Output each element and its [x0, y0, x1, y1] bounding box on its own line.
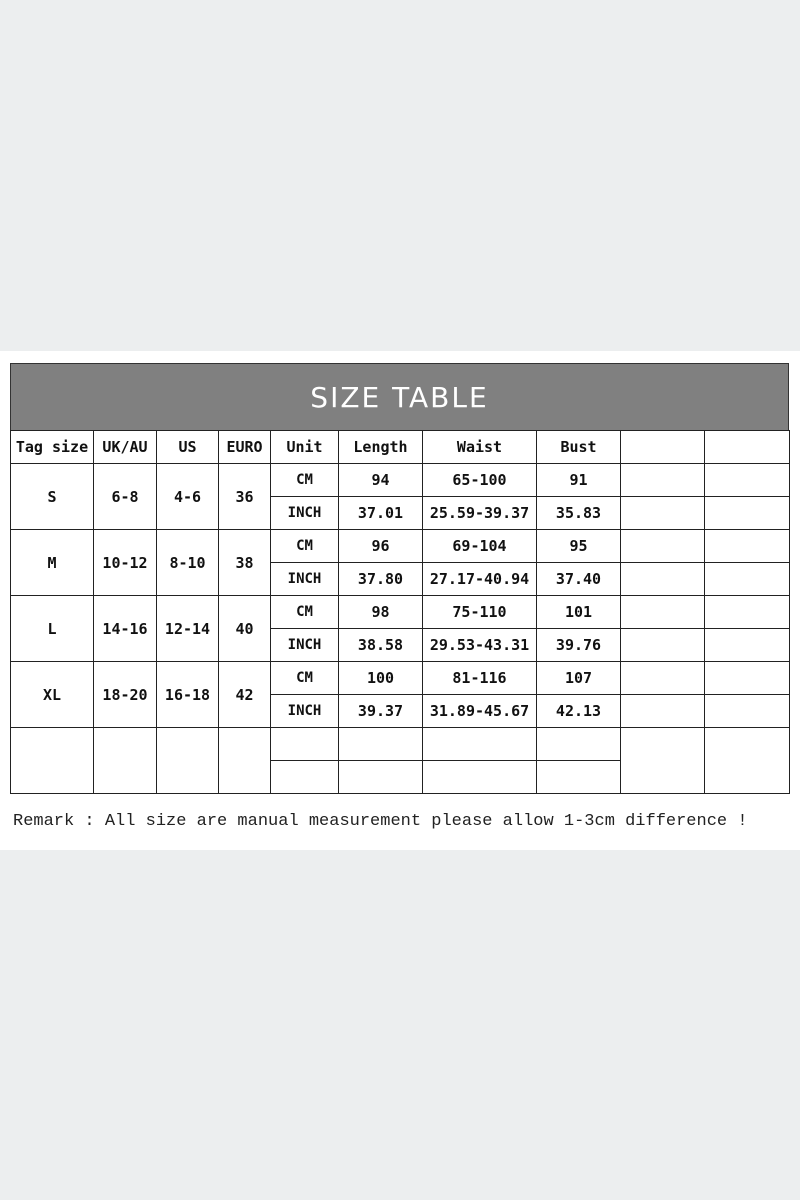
unit-cell: CM	[271, 530, 339, 563]
table-row	[11, 596, 790, 629]
length-cell: 39.37	[339, 695, 423, 728]
empty-cell	[621, 662, 705, 695]
length-cell: 98	[339, 596, 423, 629]
waist-cell: 31.89-45.67	[423, 695, 537, 728]
euro-cell: 40	[219, 596, 271, 662]
table-row	[11, 530, 790, 563]
tag-size-cell: L	[11, 596, 94, 662]
empty-cell	[537, 728, 621, 761]
remark-note: Remark : All size are manual measurement please allow 1-3cm difference !	[13, 812, 748, 831]
empty-cell	[621, 497, 705, 530]
empty-cell	[271, 728, 339, 761]
bust-cell: 95	[537, 530, 621, 563]
bust-cell: 42.13	[537, 695, 621, 728]
empty-cell	[705, 596, 790, 629]
us-cell: 8-10	[157, 530, 219, 596]
unit-cell: INCH	[271, 563, 339, 596]
us-cell: 4-6	[157, 464, 219, 530]
length-cell: 38.58	[339, 629, 423, 662]
tag-size-cell: M	[11, 530, 94, 596]
waist-cell: 81-116	[423, 662, 537, 695]
empty-cell	[423, 728, 537, 761]
header-empty-1	[621, 431, 705, 464]
us-cell: 16-18	[157, 662, 219, 728]
bust-cell: 37.40	[537, 563, 621, 596]
empty-row	[11, 728, 790, 761]
waist-cell: 27.17-40.94	[423, 563, 537, 596]
empty-cell	[339, 761, 423, 794]
bust-cell: 35.83	[537, 497, 621, 530]
length-cell: 37.01	[339, 497, 423, 530]
length-cell: 100	[339, 662, 423, 695]
length-cell: 96	[339, 530, 423, 563]
uk-au-cell: 10-12	[94, 530, 157, 596]
empty-cell	[621, 530, 705, 563]
bust-cell: 91	[537, 464, 621, 497]
empty-cell	[621, 464, 705, 497]
waist-cell: 25.59-39.37	[423, 497, 537, 530]
uk-au-cell: 14-16	[94, 596, 157, 662]
waist-cell: 65-100	[423, 464, 537, 497]
empty-cell	[11, 728, 94, 794]
waist-cell: 69-104	[423, 530, 537, 563]
waist-cell: 75-110	[423, 596, 537, 629]
waist-cell: 29.53-43.31	[423, 629, 537, 662]
empty-cell	[705, 662, 790, 695]
euro-cell: 36	[219, 464, 271, 530]
unit-cell: INCH	[271, 629, 339, 662]
header-us: US	[157, 431, 219, 464]
bust-cell: 39.76	[537, 629, 621, 662]
uk-au-cell: 6-8	[94, 464, 157, 530]
empty-cell	[621, 596, 705, 629]
empty-cell	[621, 629, 705, 662]
length-cell: 37.80	[339, 563, 423, 596]
empty-cell	[339, 728, 423, 761]
empty-cell	[537, 761, 621, 794]
unit-cell: CM	[271, 464, 339, 497]
header-uk-au: UK/AU	[94, 431, 157, 464]
empty-cell	[705, 563, 790, 596]
table-row	[11, 464, 790, 497]
empty-cell	[621, 563, 705, 596]
unit-cell: CM	[271, 596, 339, 629]
empty-cell	[423, 761, 537, 794]
header-unit: Unit	[271, 431, 339, 464]
empty-cell	[157, 728, 219, 794]
empty-cell	[705, 695, 790, 728]
unit-cell: INCH	[271, 497, 339, 530]
size-table-sheet	[10, 363, 789, 794]
uk-au-cell: 18-20	[94, 662, 157, 728]
unit-cell: CM	[271, 662, 339, 695]
size-table	[10, 430, 790, 794]
tag-size-cell: S	[11, 464, 94, 530]
table-row	[11, 662, 790, 695]
header-row	[11, 431, 790, 464]
header-length: Length	[339, 431, 423, 464]
empty-cell	[94, 728, 157, 794]
bust-cell: 101	[537, 596, 621, 629]
euro-cell: 38	[219, 530, 271, 596]
empty-cell	[705, 497, 790, 530]
size-table-title: SIZE TABLE	[10, 363, 789, 430]
bust-cell: 107	[537, 662, 621, 695]
unit-cell: INCH	[271, 695, 339, 728]
header-empty-2	[705, 431, 790, 464]
empty-cell	[705, 530, 790, 563]
header-bust: Bust	[537, 431, 621, 464]
empty-cell	[271, 761, 339, 794]
header-euro: EURO	[219, 431, 271, 464]
tag-size-cell: XL	[11, 662, 94, 728]
empty-cell	[705, 629, 790, 662]
euro-cell: 42	[219, 662, 271, 728]
empty-cell	[621, 695, 705, 728]
empty-cell	[621, 728, 705, 794]
length-cell: 94	[339, 464, 423, 497]
empty-cell	[705, 728, 790, 794]
header-waist: Waist	[423, 431, 537, 464]
empty-cell	[705, 464, 790, 497]
header-tag-size: Tag size	[11, 431, 94, 464]
empty-cell	[219, 728, 271, 794]
us-cell: 12-14	[157, 596, 219, 662]
